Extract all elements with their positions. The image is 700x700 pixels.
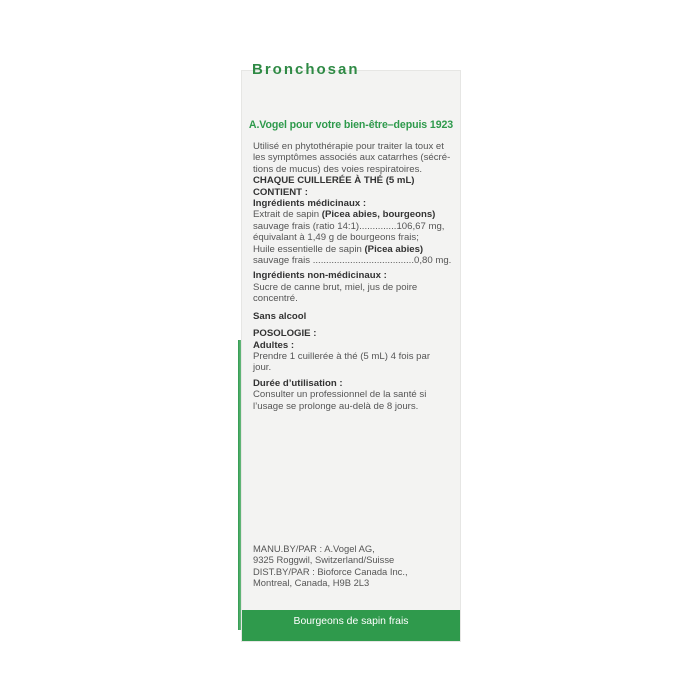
duration-line: Consulter un professionnel de la santé si (253, 389, 427, 401)
address-line: DIST.BY/PAR : Bioforce Canada Inc., (253, 565, 408, 577)
extract-line (253, 209, 453, 220)
per-dose-title: CHAQUE CUILLERÉE À THÉ (5 mL) CONTIENT : (253, 175, 415, 198)
intro-line: tions de mucus) des voies respiratoires. (253, 163, 423, 175)
medicinal-ingredients-title: Ingrédients médicinaux : (253, 198, 367, 210)
adults-line: Prendre 1 cuillerée à thé (5 mL) 4 fois par (253, 350, 431, 362)
extract-name: Extrait de sapin (253, 209, 322, 221)
oil-name: Huile essentielle de sapin (253, 243, 365, 255)
package-side-panel (242, 61, 460, 641)
oil-latin-name: (Picea abies) (364, 243, 424, 255)
product-name-band (242, 610, 460, 641)
product-name: Bourgeons de sapin frais (293, 616, 409, 627)
extract-ratio: sauvage frais (ratio 14:1).............. (253, 220, 397, 232)
brand-headline: A.Vogel pour votre bien-être–depuis 1923 (248, 119, 454, 131)
adults-title: Adultes : (253, 339, 295, 351)
manufacturer-address (253, 543, 453, 589)
adults-line: jour. (253, 362, 272, 374)
top-brand-mark (252, 61, 448, 78)
intro-line: Utilisé en phytothérapie pour traiter la toux et (253, 141, 444, 152)
intro-line: les symptômes associés aux catarrhes (sécré- (253, 152, 451, 164)
address-line: 9325 Roggwil, Switzerland/Suisse (253, 554, 395, 566)
extract-amount-line (253, 221, 453, 232)
non-medicinal-title: Ingrédients non-médicinaux : (253, 270, 387, 282)
extract-equivalent: équivalant à 1,49 g de bourgeons frais; (253, 232, 419, 244)
non-medicinal-line: Sucre de canne brut, miel, jus de poire (253, 281, 418, 293)
address-line: Montreal, Canada, H9B 2L3 (253, 577, 370, 589)
duration-title: Durée d’utilisation : (253, 377, 343, 389)
oil-amount-line (253, 255, 453, 266)
oil-line (253, 244, 453, 255)
extract-amount: 106,67 mg, (396, 220, 445, 232)
address-line: MANU.BY/PAR : A.Vogel AG, (253, 543, 375, 554)
top-brand-mark-text: Bronchosan (252, 61, 360, 78)
oil-amount: 0,80 mg. (414, 255, 452, 267)
alcohol-note: Sans alcool (253, 310, 307, 322)
duration-line: l’usage se prolonge au-delà de 8 jours. (253, 400, 419, 412)
extract-latin-name: (Picea abies, bourgeons) (321, 209, 436, 221)
non-medicinal-line: concentré. (253, 293, 298, 305)
label-body (253, 141, 453, 412)
oil-source: sauvage frais ...................................... (253, 255, 415, 267)
dosage-title: POSOLOGIE : (253, 328, 317, 340)
